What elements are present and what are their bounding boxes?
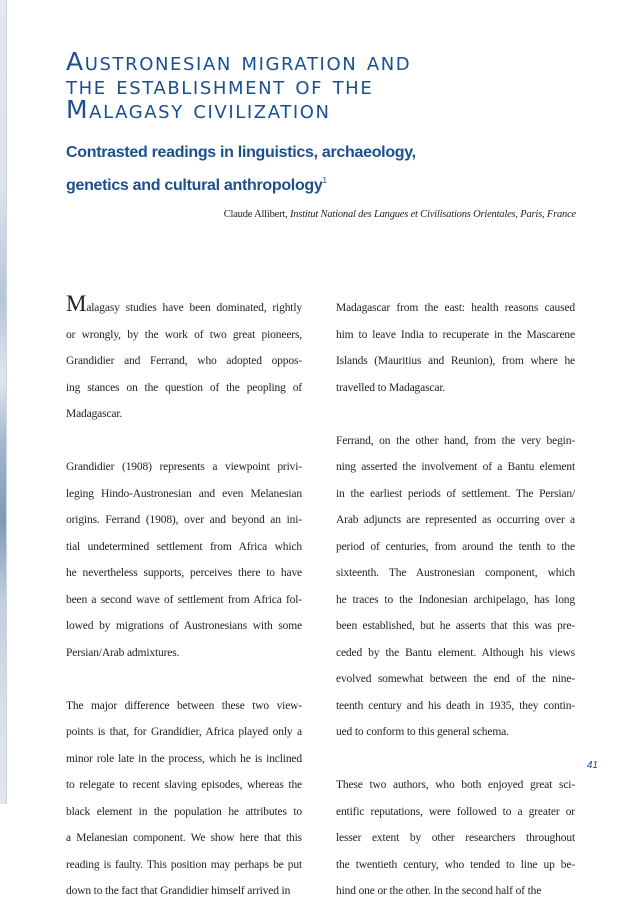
paragraph — [336, 772, 575, 905]
author-line — [224, 209, 576, 220]
text-line: minor role late in the process, which he is inclined — [66, 752, 302, 765]
text-line: origins. Ferrand (1908), over and beyond an ini- — [66, 514, 302, 526]
paragraph-gap — [336, 401, 575, 428]
subtitle-line-text: genetics and cultural anthropology — [66, 177, 323, 194]
article-subtitle — [66, 139, 586, 200]
text-line: Madagascar from the east: health reasons caused — [336, 302, 575, 314]
text-line: The major difference between these two view- — [66, 699, 302, 712]
text-line: Grandidier and Ferrand, who adopted oppos- — [66, 355, 302, 367]
text-line: points is that, for Grandidier, Africa played only a — [66, 726, 302, 738]
text-line: entific reputations, were followed to a greater or — [336, 805, 575, 818]
text-line: evolved somewhat between the end of the nine- — [336, 673, 575, 685]
text-line: hind one or the other. In the second half of the — [336, 885, 542, 897]
article-title — [66, 47, 586, 124]
text-line: period of centuries, from around the tenth to the — [336, 540, 575, 553]
paragraph-gap — [66, 666, 302, 693]
text-line: lesser extent by other researchers throughout — [336, 832, 575, 844]
text-line: ning asserted the involvement of a Bantu element — [336, 461, 575, 473]
text-line: ued to conform to this general schema. — [336, 726, 509, 738]
text-line: to relegate to recent slaving episodes, whereas the — [66, 779, 302, 791]
paragraph — [66, 322, 302, 428]
drop-cap: M — [66, 291, 87, 316]
page-number: 41 — [586, 760, 598, 771]
text-line-rest: alagasy studies have been dominated, rightly — [86, 302, 302, 314]
right-body — [336, 295, 575, 905]
right-column — [336, 295, 575, 905]
left-column — [66, 291, 302, 905]
text-line: been established, but he asserts that this was pre- — [336, 620, 575, 632]
page-edge-strip — [0, 0, 7, 804]
title-line: Austronesian migration and — [66, 47, 412, 76]
text-line: in the earliest periods of settlement. The Persian/ — [336, 487, 575, 500]
paragraph-gap — [336, 746, 575, 773]
text-line: travelled to Madagascar. — [336, 381, 446, 394]
text-line: been a second wave of settlement from Africa fol- — [66, 593, 302, 606]
text-line: black element in the population he attributes to — [66, 805, 302, 818]
text-line: tial undetermined settlement from Africa which — [66, 540, 302, 553]
subtitle-line-2 — [66, 167, 586, 200]
text-line: Islands (Mauritius and Reunion), from where he — [336, 355, 575, 367]
text-line: These two authors, who both enjoyed great sci- — [336, 779, 575, 791]
text-line: Grandidier (1908) represents a viewpoint privi- — [66, 461, 302, 473]
paragraph — [66, 693, 302, 905]
text-line: ing stances on the question of the peopling of — [66, 381, 302, 394]
title-line: Malagasy civilization — [66, 95, 331, 124]
left-body — [66, 322, 302, 905]
text-line: down to the fact that Grandidier himself arrived in — [66, 885, 291, 897]
paragraph — [336, 295, 575, 401]
text-line: Madagascar. — [66, 408, 123, 420]
author-affiliation: Institut National des Langues et Civilisations Orientales, Paris, France — [289, 209, 576, 220]
text-line: the twentieth century, who tended to line up be- — [336, 858, 575, 871]
text-line: lowed by migrations of Austronesians with some — [66, 620, 302, 632]
text-line: reading is faulty. This position may perhaps be put — [66, 858, 302, 871]
subtitle-line: Contrasted readings in linguistics, archaeology, — [66, 144, 416, 161]
text-line: leging Hindo-Austronesian and even Melanesian — [66, 487, 302, 500]
paragraph-gap — [66, 428, 302, 455]
text-line: him to leave India to recuperate in the Mascarene — [336, 328, 575, 341]
text-line: he nevertheless supports, perceives there to have — [66, 567, 302, 579]
text-line: Ferrand, on the other hand, from the very begin- — [336, 434, 575, 447]
title-line: the establishment of the — [66, 71, 374, 100]
footnote-marker: 1 — [322, 176, 327, 185]
paragraph — [66, 291, 302, 322]
text-line: a Melanesian component. We show here that this — [66, 832, 302, 844]
text-line: he traces to the Indonesian archipelago, has long — [336, 593, 575, 606]
author-name: Claude Allibert, — [223, 209, 290, 220]
text-line: or wrongly, by the work of two great pioneers, — [66, 328, 302, 341]
text-line: teenth century and his death in 1935, they contin- — [336, 699, 575, 712]
text-line — [66, 291, 302, 322]
text-line: sixteenth. The Austronesian component, which — [336, 567, 575, 579]
text-line: ceded by the Bantu element. Although his views — [336, 646, 575, 659]
text-line: Arab adjuncts are represented as occurring over a — [336, 514, 575, 526]
text-line: Persian/Arab admixtures. — [66, 646, 180, 659]
paragraph — [336, 428, 575, 746]
paragraph — [66, 454, 302, 666]
